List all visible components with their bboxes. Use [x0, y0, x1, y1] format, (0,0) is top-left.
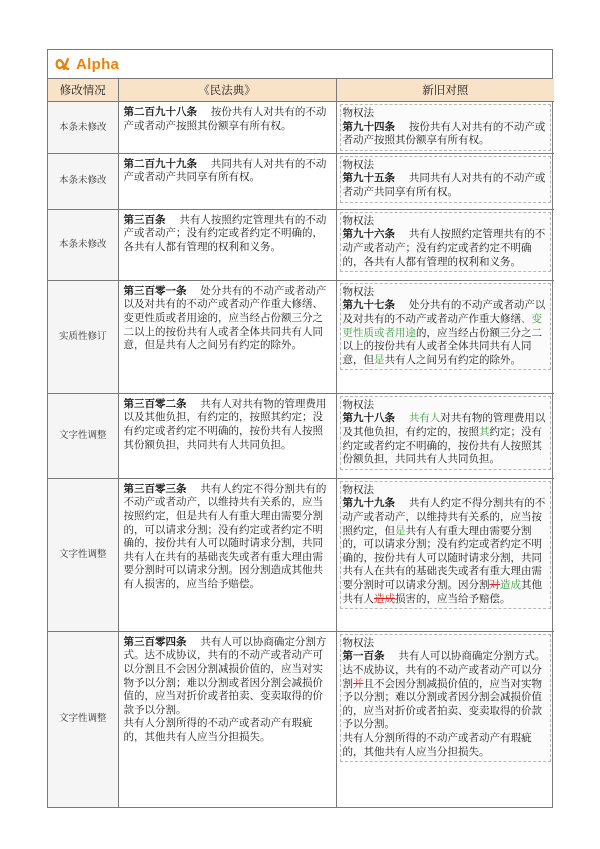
comparison-cell [336, 478, 554, 631]
old-text-paragraph-2: 共有人分割所得的不动产或者动产有瑕疵的，其他共有人应当分担损失。 [342, 731, 532, 758]
comparison-cell [336, 393, 554, 478]
article-number: 第二百九十九条 [123, 157, 197, 170]
inserted-text: 、变更性质或者用途 [342, 312, 542, 339]
comparison-sheet [47, 49, 553, 808]
comparison-cell [336, 102, 554, 154]
old-law-name: 物权法 [342, 483, 374, 496]
old-law-name: 物权法 [342, 398, 374, 411]
deleted-text: 对 [489, 578, 500, 591]
old-article-number: 第九十四条 [342, 120, 395, 133]
table-header-row [48, 79, 554, 102]
comparison-cell [336, 280, 554, 393]
article-number: 第三百条 [123, 213, 166, 226]
civil-code-cell [118, 153, 336, 209]
old-law-name: 物权法 [342, 158, 374, 171]
old-law-name: 物权法 [342, 107, 374, 119]
table-row [48, 393, 554, 478]
revision-status: 本条未修改 [48, 209, 118, 280]
article-text: 共有人可以协商确定分割方式。达不成协议，共有的不动产或者动产可以分割且不会因分割减损价值的，应当对实物予以分割；难以分割或者因分割会减损价值的，应当对折价或者拍卖、变卖取得的价款予以分割。 [123, 635, 327, 716]
table-row [48, 153, 554, 209]
article-number: 第三百零二条 [123, 397, 187, 410]
revision-status: 本条未修改 [48, 153, 118, 209]
table-row [48, 102, 554, 154]
civil-code-cell [118, 209, 336, 280]
text-segment: 约定；没有约定或者约定不明确的，按份共有人按照其份额负担，共同共有人共同负担。 [342, 425, 542, 466]
article-number: 第三百零三条 [123, 482, 187, 495]
article-text: 共有人约定不得分割共有的不动产或者动产，以维持共有关系的，应当按照约定，但是共有人有重大理由需要分割的，可以请求分割；没有约定或者约定不明确的，按份共有人可以随时请求分割，共同共有人在共有的基础丧失或者有重大理由需要分割时可以请求分割。因分割造成其他共有人损害的，应当给予赔偿。 [123, 482, 327, 590]
old-article-number: 第九十五条 [342, 172, 395, 185]
inserted-text: 是 [374, 353, 385, 366]
article-number: 第二百九十八条 [123, 106, 197, 118]
text-segment: 共有人按照约定管理共有的不动产或者动产；没有约定或者约定不明确的，各共有人都有管理的权利和义务。 [342, 228, 546, 268]
revision-status: 文字性调整 [48, 478, 118, 631]
table-row [48, 209, 554, 280]
article-number: 第三百零一条 [123, 284, 187, 297]
alpha-logo-icon [54, 55, 72, 73]
civil-code-cell [118, 393, 336, 478]
table-row [48, 280, 554, 393]
comparison-cell [336, 209, 554, 280]
deleted-text: 造成 [374, 592, 395, 605]
inserted-text: 其 [479, 425, 490, 438]
inserted-text: 共有人 [408, 412, 441, 425]
header-status: 修改情况 [48, 79, 118, 102]
comparison-cell [336, 153, 554, 209]
inserted-text: 是 [395, 524, 406, 537]
revision-status: 本条未修改 [48, 102, 118, 154]
text-segment: 按份共有人对共有的不动产或者动产按照其份额享有所有权。 [342, 120, 546, 147]
civil-code-cell [118, 478, 336, 631]
header-comparison: 新旧对照 [336, 79, 554, 102]
revision-status: 实质性修订 [48, 280, 118, 393]
text-segment: 且不会因分割减损价值的，应当对实物予以分割；难以分割或者因分割会减损价值的，应当对折价或者拍卖、变卖取得的价款予以分割。 [342, 677, 542, 731]
article-text: 处分共有的不动产或者动产以及对共有的不动产或者动产作重大修缮、变更性质或者用途的，应当经占份额三分之二以上的按份共有人或者全体共同共有人同意，但是共有人之间另有约定的除外。 [123, 284, 327, 352]
article-text: 共有人对共有物的管理费用以及其他负担，有约定的，按照其约定；没有约定或者约定不明确的，按份共有人按照其份额负担，共同共有人共同负担。 [123, 397, 327, 451]
civil-code-cell [118, 102, 336, 154]
old-law-name: 物权法 [342, 214, 374, 227]
text-segment: 共同共有人对共有的不动产或者动产共同享有所有权。 [342, 172, 546, 198]
table-row [48, 478, 554, 631]
comparison-table [48, 79, 554, 807]
deleted-text: 并 [353, 677, 364, 690]
civil-code-cell [118, 280, 336, 393]
brand-bar [48, 50, 552, 79]
article-text: 共同共有人对共有的不动产或者动产共同享有所有权。 [123, 157, 327, 184]
text-segment: 共有人之间另有约定的除外。 [384, 353, 521, 366]
text-segment: 其他共有人 [342, 578, 542, 605]
article-number: 第三百零四条 [123, 635, 187, 648]
old-article-number: 第九十六条 [342, 228, 395, 241]
text-segment: 共有人可以协商确定分割方式。达不成协议，共有的不动产或者动产可以分割 [342, 650, 546, 690]
inserted-text: 造成 [500, 578, 521, 591]
table-row [48, 631, 554, 807]
text-segment: 共有人约定不得分割共有的不动产或者动产，以维持共有关系的，应当按照约定，但 [342, 497, 546, 537]
article-text-paragraph-2: 共有人分割所得的不动产或者动产有瑕疵的，其他共有人应当分担损失。 [123, 717, 313, 743]
brand-name: Alpha [76, 55, 120, 73]
article-text: 共有人按照约定管理共有的不动产或者动产；没有约定或者约定不明确的，各共有人都有管理的权利和义务。 [123, 213, 327, 253]
text-segment: 损害的，应当给予赔偿。 [395, 592, 511, 605]
text-segment: 的，应当经占份额三分之二以上的按份共有人或者全体共同共有人同意，但 [342, 326, 542, 366]
old-article-number: 第九十七条 [342, 299, 395, 312]
old-article-number: 第九十九条 [342, 497, 395, 510]
old-law-name: 物权法 [342, 636, 374, 649]
revision-status: 文字性调整 [48, 393, 118, 478]
old-article-number: 第一百条 [342, 650, 385, 663]
article-text: 按份共有人对共有的不动产或者动产按照其份额享有所有权。 [123, 106, 327, 132]
old-article-number: 第九十八条 [342, 412, 395, 425]
text-segment: 共有人有重大理由需要分割的，可以请求分割；没有约定或者约定不明确的，按份共有人可以随时请求分割，共同共有人在共有的基础丧失或者有重大理由需要分割时可以请求分割。因分割 [342, 524, 542, 591]
old-law-name: 物权法 [342, 285, 374, 298]
civil-code-cell [118, 631, 336, 807]
text-segment: 对共有物的管理费用以及其他负担，有约定的，按照 [342, 412, 546, 438]
header-civil-code: 《民法典》 [118, 79, 336, 102]
revision-status: 文字性调整 [48, 631, 118, 807]
text-segment: 处分共有的不动产或者动产以及对共有的不动产或者动产作重大修缮 [342, 299, 546, 325]
comparison-cell [336, 631, 554, 807]
